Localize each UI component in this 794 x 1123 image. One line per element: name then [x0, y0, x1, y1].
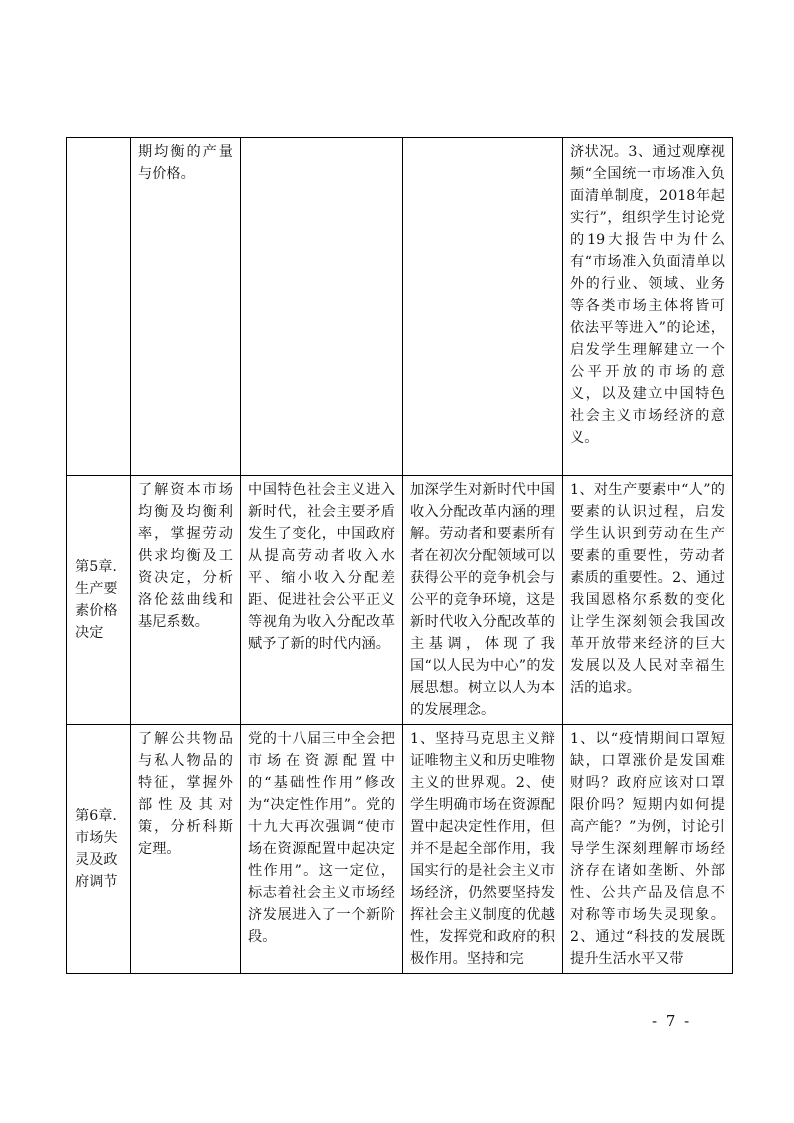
ideology-cell: 党的十八届三中全会把市场在资源配置中的“基础性作用”修改为“决定性作用”。党的十九大再次强调“使市场在资源配置中起决定性作用”。这一定位，标志着社会主义市场经济发展进入了一个新阶段。 — [241, 725, 403, 974]
goal-cell: 1、坚持马克思主义辩证唯物主义和历史唯物主义的世界观。2、使学生明确市场在资源配置中起决定性作用，但并不是起全部作用，我国实行的是社会主义市场经济，仍然要坚持发挥社会主义制度的优越性，发挥党和政府的积极作用。坚持和完 — [403, 725, 563, 974]
ideology-cell: 中国特色社会主义进入新时代，社会主要矛盾发生了变化，中国政府从提高劳动者收入水平、缩小收入分配差距、促进社会公平正义等视角为收入分配改革赋予了新的时代内涵。 — [241, 476, 403, 725]
objective-cell: 了解公共物品与私人物品的特征，掌握外部性及其对策，分析科斯定理。 — [131, 725, 241, 974]
method-cell: 济状况。3、通过观摩视频“全国统一市场准入负面清单制度，2018年起实行”，组织学生讨论党的19大报告中为什么有“市场准入负面清单以外的行业、领域、业务等各类市场主体将皆可依法平等进入”的论述，启发学生理解建立一个公平开放的市场的意义，以及建立中国特色社会主义市场经济的意义。 — [563, 138, 733, 476]
chapter-cell: 第5章.生产要素价格决定 — [67, 476, 131, 725]
course-table — [66, 137, 733, 974]
objective-cell: 了解资本市场均衡及均衡利率，掌握劳动供求均衡及工资决定，分析洛伦兹曲线和基尼系数。 — [131, 476, 241, 725]
goal-cell: 加深学生对新时代中国收入分配改革内涵的理解。劳动者和要素所有者在初次分配领域可以获得公平的竞争机会与公平的竞争环境，这是新时代收入分配改革的主基调，体现了我国“以人民为中心”的发展思想。树立以人为本的发展理念。 — [403, 476, 563, 725]
goal-cell — [403, 138, 563, 476]
page-number: - 7 - — [652, 1012, 692, 1030]
chapter-cell — [67, 138, 131, 476]
ideology-cell — [241, 138, 403, 476]
method-cell: 1、以“疫情期间口罩短缺，口罩涨价是发国难财吗？政府应该对口罩限价吗？短期内如何提高产能？”为例，讨论引导学生深刻理解市场经济存在诸如垄断、外部性、公共产品及信息不对称等市场失灵现象。2、通过“科技的发展既提升生活水平又带 — [563, 725, 733, 974]
objective-cell: 期均衡的产量与价格。 — [131, 138, 241, 476]
chapter-cell: 第6章.市场失灵及政府调节 — [67, 725, 131, 974]
method-cell: 1、对生产要素中“人”的要素的认识过程，启发学生认识到劳动在生产要素的重要性，劳动者素质的重要性。2、通过我国恩格尔系数的变化让学生深刻领会我国改革开放带来经济的巨大发展以及人民对幸福生活的追求。 — [563, 476, 733, 725]
table-row — [67, 138, 733, 476]
table-row — [67, 725, 733, 974]
table-row — [67, 476, 733, 725]
